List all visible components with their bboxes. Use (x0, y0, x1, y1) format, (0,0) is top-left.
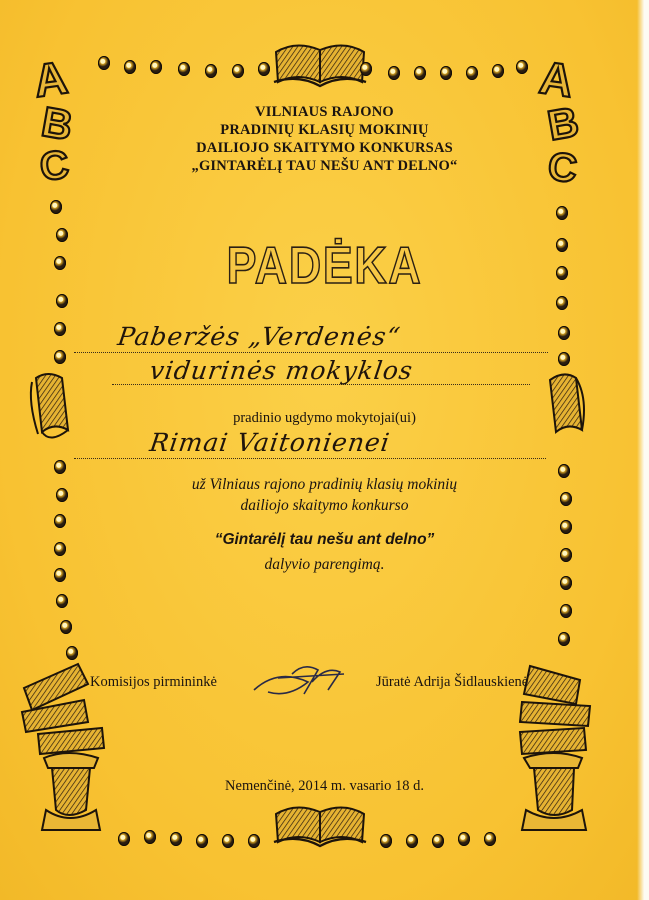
dotted-line-3 (74, 458, 546, 459)
recipient-name: Rimai Vaitonienei (147, 428, 392, 457)
border-dot (196, 834, 208, 848)
letter-b-right: B (544, 97, 583, 150)
border-dot (466, 66, 478, 80)
border-dot (54, 514, 66, 528)
border-dot (54, 460, 66, 474)
signature-scribble (248, 660, 358, 706)
signatory-name: Jūratė Adrija Šidlauskienė (376, 674, 529, 690)
border-dot (56, 594, 68, 608)
border-dot (360, 62, 372, 76)
contest-name: “Gintarėlį tau nešu ant delno” (214, 531, 435, 548)
header-line-1: VILNIAUS RAJONO (255, 104, 394, 120)
border-dot (232, 64, 244, 78)
border-dot (516, 60, 528, 74)
border-dot (248, 834, 260, 848)
border-dot (144, 830, 156, 844)
border-dot (380, 834, 392, 848)
border-dot (558, 326, 570, 340)
signature-label: Komisijos pirmininkė (90, 674, 217, 690)
border-dot (178, 62, 190, 76)
border-dot (458, 832, 470, 846)
border-dot (222, 834, 234, 848)
border-dot (558, 632, 570, 646)
border-dot (54, 350, 66, 364)
body-line-4: dalyvio parengimą. (264, 556, 385, 573)
border-dot (56, 294, 68, 308)
border-dot (66, 646, 78, 660)
border-dot (492, 64, 504, 78)
place-date: Nemenčinė, 2014 m. vasario 18 d. (225, 778, 424, 794)
border-dot (432, 834, 444, 848)
recipient-school-line-1: Paberžės „Verdenės“ (115, 322, 403, 351)
border-dot (60, 620, 72, 634)
recipient-school-line-2: vidurinės mokyklos (147, 356, 415, 385)
border-dot (556, 206, 568, 220)
letter-c-right: C (545, 144, 580, 192)
letter-a-right: A (536, 50, 577, 108)
border-dot (560, 576, 572, 590)
dotted-line-1 (74, 352, 548, 353)
border-dot (118, 832, 130, 846)
right-column-books-icon (520, 666, 590, 830)
border-dot (205, 64, 217, 78)
body-line-2: dailiojo skaitymo konkurso (240, 497, 409, 514)
certificate-title: PADĖKA (226, 237, 423, 295)
body-line-1: už Vilniaus rajono pradinių klasių mokinių (191, 476, 458, 493)
border-dot (170, 832, 182, 846)
border-dot (560, 604, 572, 618)
border-dot (150, 60, 162, 74)
border-dot (98, 56, 110, 70)
border-dot (484, 832, 496, 846)
border-dot (440, 66, 452, 80)
border-dot (124, 60, 136, 74)
border-dot (556, 296, 568, 310)
recipient-role: pradinio ugdymo mokytojai(ui) (233, 410, 416, 426)
border-dot (258, 62, 270, 76)
letter-c-left: C (37, 142, 72, 190)
border-dot (50, 200, 62, 214)
border-dot (388, 66, 400, 80)
bottom-book-icon (274, 807, 366, 846)
border-dot (54, 322, 66, 336)
left-scroll-icon (31, 374, 68, 438)
header-line-2: PRADINIŲ KLASIŲ MOKINIŲ (220, 122, 429, 138)
header-line-3: DAILIOJO SKAITYMO KONKURSAS (196, 140, 453, 156)
header-line-4: „GINTARĖLĮ TAU NEŠU ANT DELNO“ (191, 158, 458, 174)
border-dot (558, 352, 570, 366)
top-book-icon (274, 45, 366, 86)
border-dot (414, 66, 426, 80)
letter-b-left: B (38, 97, 77, 150)
border-dot (406, 834, 418, 848)
letter-a-left: A (30, 50, 71, 108)
